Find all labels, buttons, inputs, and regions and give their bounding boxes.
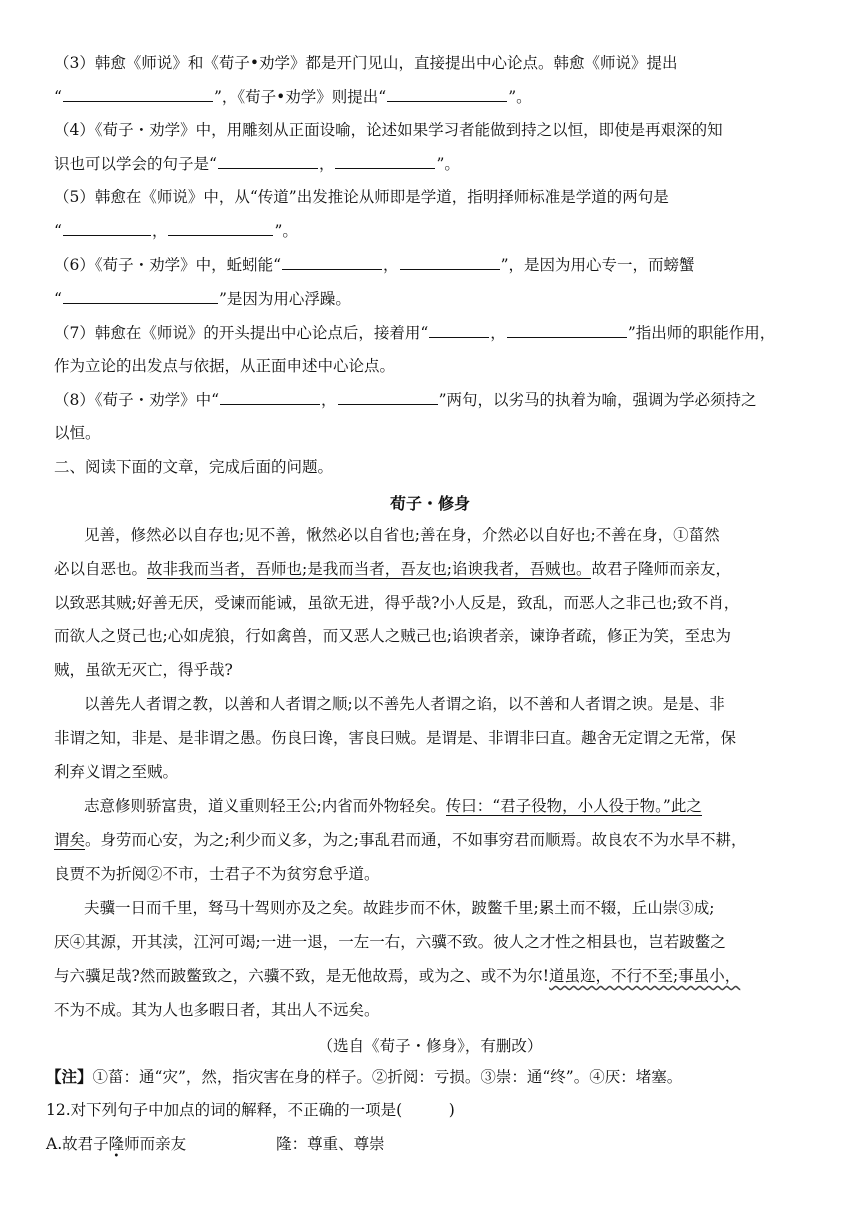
comma: ， [151,222,168,240]
fill-blank[interactable] [387,86,507,102]
question-5-line-2 [54,220,298,241]
text-run: 故君子隆师而亲友， [591,560,731,578]
article-line: 非谓之知，非是、是非谓之愚。伤良曰谗，害良曰贼。是谓是、非谓非曰直。趣舍无定谓之无常，保 [54,729,737,747]
note-label: 【注】 [46,1067,93,1086]
article-line [54,830,746,850]
comma: ， [383,256,399,274]
fill-blank[interactable] [429,322,489,338]
question-3-line-2 [54,86,532,107]
article-line: 利弃义谓之至贼。 [54,763,179,781]
question-12-stem: 12.对下列句子中加点的词的解释，不正确的一项是( ) [46,1101,455,1119]
question-8-line-1 [54,389,757,410]
text-run: 必以自恶也。 [54,560,148,578]
dotted-word: 隆 [108,1135,125,1153]
question-5-line-1: （5）韩愈在《师说》中，从“传道”出发推论从师即是学道，指明择师标准是学道的两句是 [54,188,669,206]
quote-open: “ [54,88,62,106]
quote-open: “ [54,222,62,240]
article-line: 厌④其源，开其渎，江河可竭;一进一退，一左一右，六骥不致。彼人之才性之相县也，岂若跛鳖之 [54,933,726,951]
option-text: A.故君子 [46,1135,109,1153]
question-6-line-1 [54,254,695,275]
question-8-line-2: 以恒。 [54,424,101,442]
option-gloss: 隆：尊重、尊崇 [276,1135,385,1153]
question-7-suffix: ”指出师的职能作用， [627,324,776,342]
fill-blank[interactable] [63,86,213,102]
underlined-sentence: 故非我而当者，吾师也;是我而当者，吾友也;谄谀我者，吾贼也。 [147,560,592,578]
option-text: 师而亲友 [124,1135,187,1153]
question-3-mid: ”，《荀子•劝学》则提出“ [213,88,387,106]
question-6-suffix: ”，是因为用心专一，而螃蟹 [500,256,695,274]
article-line: 良贾不为折阅②不市，士君子不为贫穷怠乎道。 [54,865,380,883]
question-7-prefix: （7）韩愈在《师说》的开头提出中心论点后，接着用“ [54,324,429,342]
question-8-prefix: （8）《荀子・劝学》中“ [54,391,220,409]
article-line: 见善，修然必以自存也;见不善，愀然必以自省也;善在身，介然必以自好也;不善在身，①菑然 [84,526,720,544]
question-7-line-2: 作为立论的出发点与依据，从正面申述中心论点。 [54,357,396,375]
underlined-sentence: 传曰：“君子役物，小人役于物。”此之 [445,797,702,815]
fill-blank[interactable] [168,220,273,236]
question-4-line-1: （4）《荀子・劝学》中，用雕刻从正面设喻，论述如果学习者能做到持之以恒，即使是再艰深的知 [54,121,723,139]
question-6-line-2 [54,288,351,309]
fill-blank[interactable] [338,389,438,405]
fill-blank[interactable] [400,254,500,270]
fill-blank[interactable] [218,153,318,169]
fill-blank[interactable] [63,288,218,304]
annotation-note [46,1067,682,1087]
text-run: 与六骥足哉?然而跛鳖致之，六骥不致，是无他故焉，或为之、或不为尔! [54,967,550,985]
quote-close: ”。 [274,222,298,240]
question-4-prefix: 识也可以学会的句子是“ [54,155,217,173]
question-12-option-a[interactable] [46,1134,385,1154]
article-line [84,796,702,816]
question-6-prefix: （6）《荀子・劝学》中，蚯蚓能“ [54,256,282,274]
article-title: 荀子・修身 [389,494,470,513]
article-line: 不为不成。其为人也多暇日者，其出人不远矣。 [54,1001,380,1019]
question-3-line-1: （3）韩愈《师说》和《荀子•劝学》都是开门见山，直接提出中心论点。韩愈《师说》提出 [54,54,678,72]
quote-open: “ [54,290,62,308]
wavy-underlined-sentence: 道虽迩，不行不至;事虽小， [549,967,741,985]
comma: ， [321,391,337,409]
article-line: 以致恶其贼;好善无厌，受谏而能诫，虽欲无进，得乎哉?小人反是，致乱，而恶人之非己也;致不肖， [54,594,740,612]
note-text: ①菑：通“灾”，然，指灾害在身的样子。②折阅：亏损。③崇：通“终”。④厌：堵塞。 [92,1068,683,1086]
section-heading: 二、阅读下面的文章，完成后面的问题。 [54,458,334,476]
fill-blank[interactable] [335,153,435,169]
fill-blank[interactable] [507,322,627,338]
fill-blank[interactable] [282,254,382,270]
article-line: 贼，虽欲无灭亡，得乎哉? [54,661,233,679]
article-line: 而欲人之贤己也;心如虎狼，行如禽兽，而又恶人之贼己也;谄谀者亲，谏诤者疏，修正为笑，至忠为 [54,627,731,645]
question-4-line-2 [54,153,460,174]
fill-blank[interactable] [220,389,320,405]
question-6-end: ”是因为用心浮躁。 [218,290,351,308]
text-run: 志意修则骄富贵，道义重则轻王公;内省而外物轻矣。 [84,797,446,815]
quote-close: ”。 [508,88,532,106]
text-run: 。身劳而心安，为之;利少而义多，为之;事乱君而通，不如事穷君而顺焉。故良农不为水旱不耕， [85,831,747,849]
fill-blank[interactable] [63,220,151,236]
quote-close: ”。 [436,155,460,173]
comma: ， [318,155,335,173]
article-line: 夫骥一日而千里，驽马十驾则亦及之矣。故跬步而不休，跛鳖千里;累土而不辍，丘山崇③成; [84,899,715,917]
underlined-sentence: 谓矣 [54,831,86,849]
question-8-suffix: ”两句，以劣马的执着为喻，强调为学必须持之 [438,391,757,409]
article-line [54,966,740,986]
article-line [54,559,731,579]
article-source: （选自《荀子・修身》，有删改） [317,1037,543,1055]
article-line: 以善先人者谓之教，以善和人者谓之顺;以不善先人者谓之谄，以不善和人者谓之谀。是是、非 [84,695,725,713]
question-7-line-1 [54,322,775,343]
comma: ， [490,324,506,342]
